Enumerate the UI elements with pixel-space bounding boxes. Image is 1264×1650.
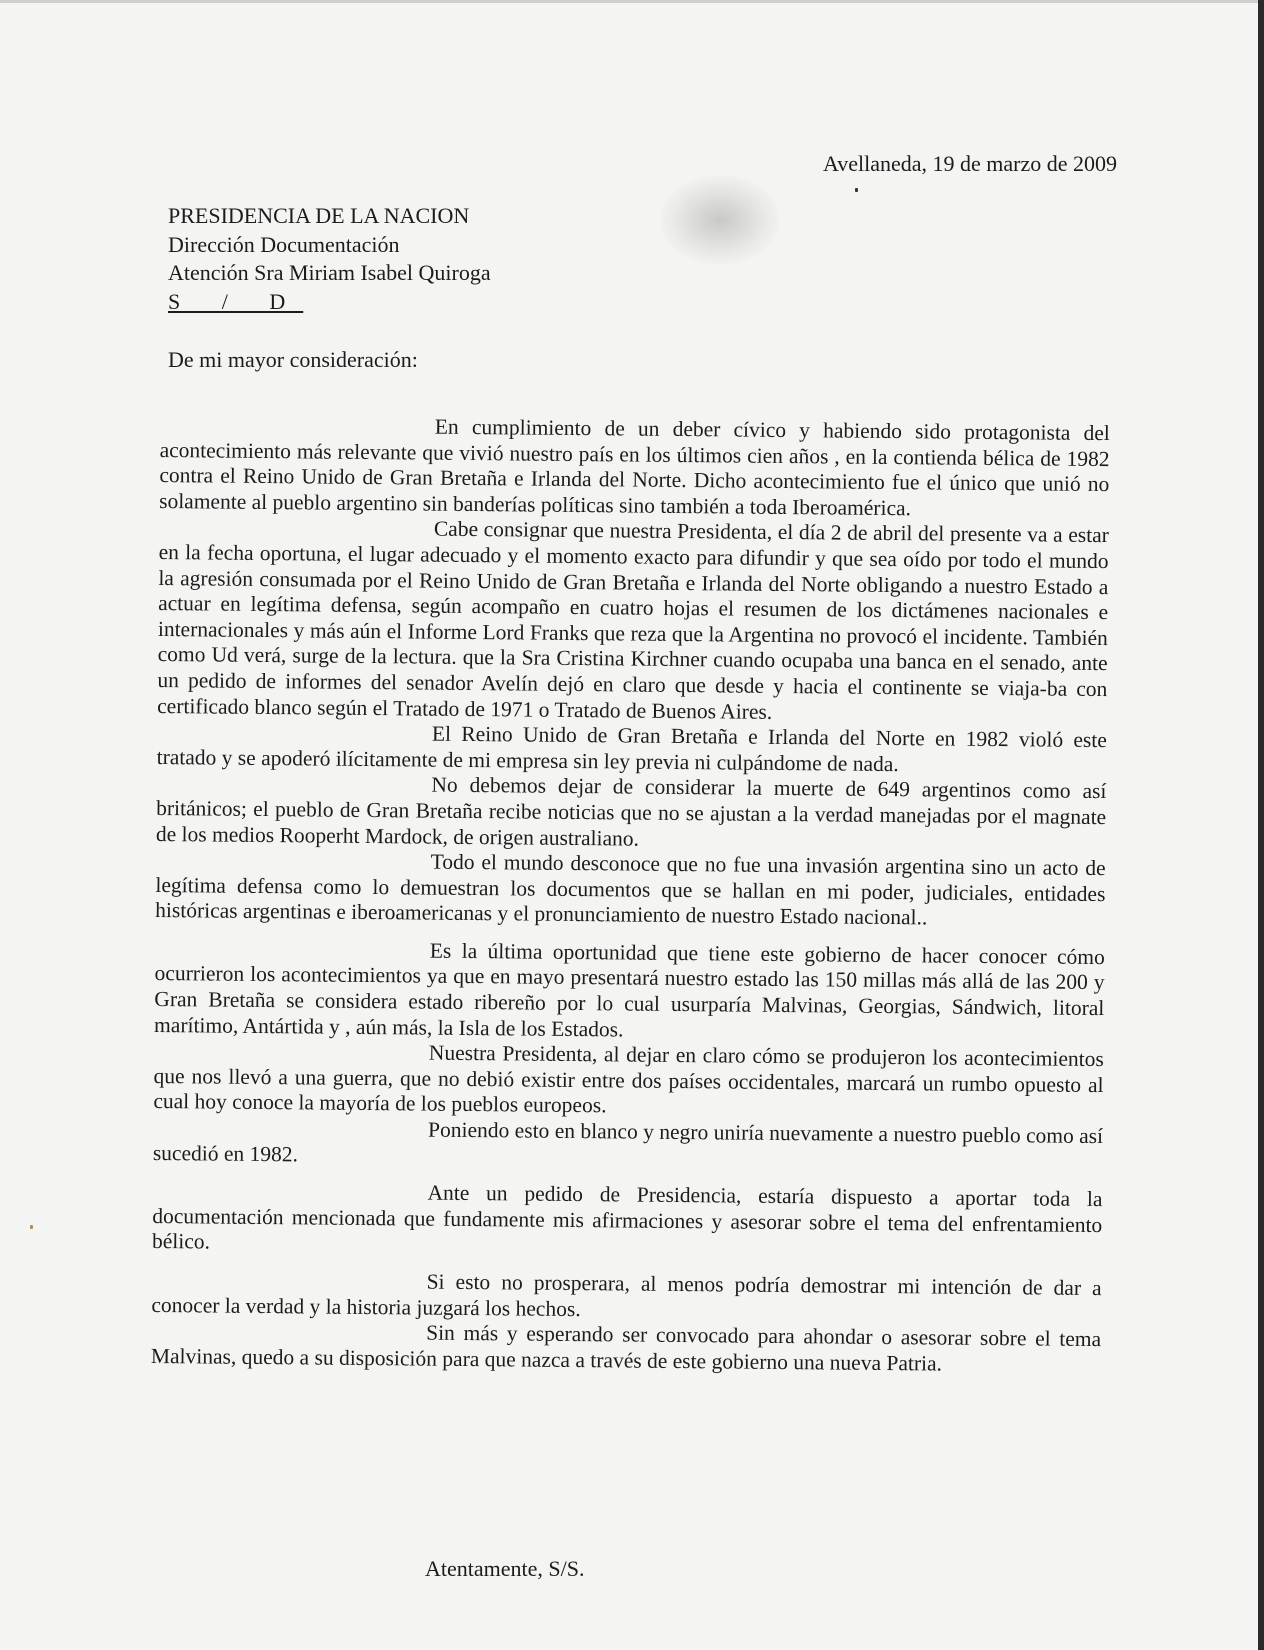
body-paragraph: Si esto no prosperara, al menos podría demostrar mi intención de dar a conocer la verdad y la historia juzgará los hechos. <box>151 1269 1102 1321</box>
body-paragraph: Todo el mundo desconoce que no fue una invasión argentina sino un acto de legítima defensa como lo demuestran los documentos que se hallan en mi poder, judiciales, entidades históricas argentinas e iberoamericanas y el pronunciamiento de nuestro Estado nacional.. <box>155 849 1106 930</box>
body-paragraph: Poniendo esto en blanco y negro uniría nuevamente a nuestro pueblo como así sucedió en 1982. <box>152 1117 1104 1166</box>
paper-speck <box>30 1225 33 1229</box>
body-paragraph: Cabe consignar que nuestra Presidenta, el día 2 de abril del presente va a estar en la fecha oportuna, el lugar adecuado y el momento exacto para difundir y que sea oído por todo el mundo la agresión consumada por el Reino Unido de Gran Bretaña e Irlanda del Norte obligando a nuestro Estado a actuar en legítima defensa, según acompaño en cuatro hojas el resumen de los dictámenes nacionales e internacionales y más aún el Informe Lord Franks que reza que la Argentina no provocó el incidente. También como Ud verá, surge de la lectura. que la Sra Cristina Kirchner cuando ocupaba una banca en el senado, ante un pedido de informes del senador Avelín dejó en claro que desde y hacia el continente se viaja-ba con certificado blanco según el Tratado de 1971 o Tratado de Buenos Aires. <box>157 517 1109 724</box>
letter-body <box>151 412 1110 1378</box>
body-paragraph: No debemos dejar de considerar la muerte de 649 argentinos como así británicos; el pueblo de Gran Bretaña recibe noticias que no se ajustan a la verdad manejadas por el magnate de los medios Rooperht Mardock, de origen australiano. <box>155 772 1107 851</box>
scan-right-edge <box>1258 0 1264 1650</box>
recipient-institution: PRESIDENCIA DE LA NACION <box>168 203 470 228</box>
body-paragraph: En cumplimiento de un deber cívico y habiendo sido protagonista del acontecimiento más relevante que vivió nuestro país en los últimos cien años , en la contienda bélica de 1982 contra el Reino Unido de Gran Bretaña e Irlanda del Norte. Dicho acontecimiento fue el único que unió no solamente al pueblo argentino sin banderías políticas sino también a toda Iberoamérica. <box>159 414 1110 520</box>
scan-top-edge <box>0 0 1264 3</box>
ink-dot <box>855 188 858 192</box>
body-paragraph: El Reino Unido de Gran Bretaña e Irlanda del Norte en 1982 violó este tratado y se apoderó ilícitamente de mi empresa sin ley previa ni culpándome de nada. <box>156 721 1108 776</box>
body-paragraph: Sin más y esperando ser convocado para ahondar o asesorar sobre el tema Malvinas, quedo a su disposición para que nazca a través de este gobierno una nueva Patria. <box>150 1320 1102 1376</box>
salutation: De mi mayor consideración: <box>168 347 418 372</box>
recipient-department: Dirección Documentación <box>168 231 400 257</box>
letter-date: Avellaneda, 19 de marzo de 2009 <box>822 151 1117 176</box>
recipient-sd: S / D <box>168 288 304 314</box>
recipient-block <box>168 202 491 316</box>
body-paragraph: Ante un pedido de Presidencia, estaría dispuesto a aportar toda la documentación mencionada que fundamente mis afirmaciones y asesorar sobre el tema del enfrentamiento bélico. <box>151 1180 1103 1254</box>
scan-smudge <box>660 175 780 265</box>
recipient-attention: Atención Sra Miriam Isabel Quiroga <box>168 260 491 285</box>
body-paragraph: Es la última oportunidad que tiene este gobierno de hacer conocer cómo ocurrieron los acontecimientos ya que en mayo presentará nuestro estado las 150 millas más allá de las 200 y Gran Bretaña se considera estado ribereño por lo cual usurparía Malvinas, Georgias, Sándwich, litoral marítimo, Antártida y , aún más, la Isla de los Estados. <box>154 938 1105 1042</box>
body-paragraph: Nuestra Presidenta, al dejar en claro cómo se produjeron los acontecimientos que nos llevó a una guerra, que no debió existir entre dos países occidentales, marcará un rumbo opuesto al cual hoy conoce la mayoría de los pueblos europeos. <box>153 1040 1104 1118</box>
closing-line: Atentamente, S/S. <box>425 1556 585 1581</box>
